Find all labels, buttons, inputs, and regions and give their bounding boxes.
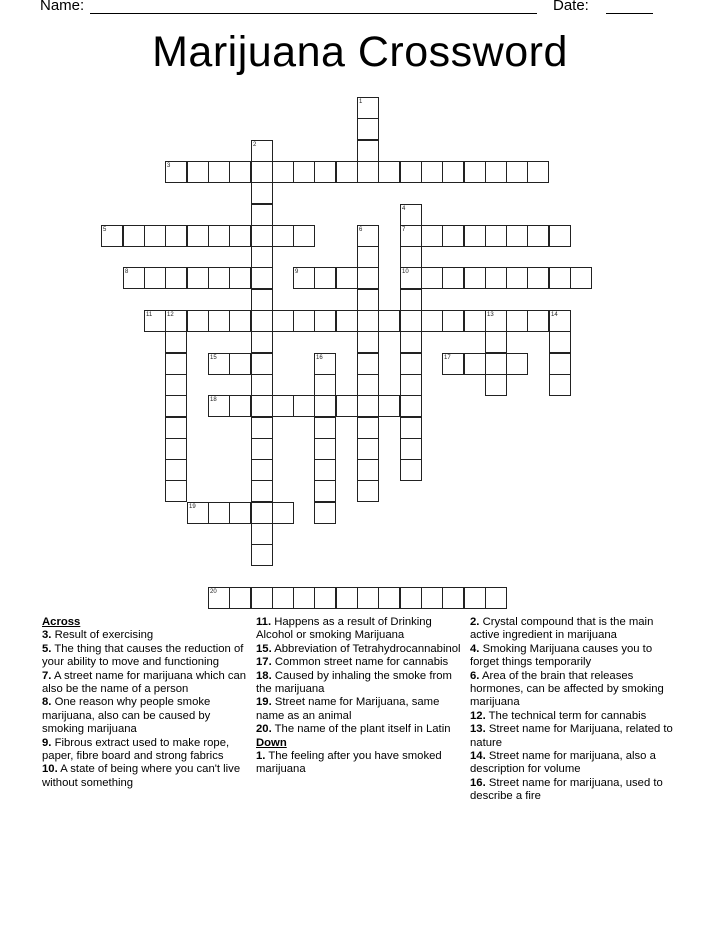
clue-number: 5 [103, 227, 107, 233]
clue-item-text: Street name for marijuana, used to describe a fire [470, 776, 663, 803]
grid-cell[interactable] [272, 395, 294, 417]
grid-cell[interactable] [251, 182, 273, 204]
clue-number: 1 [359, 99, 363, 105]
grid-cell[interactable] [485, 374, 507, 396]
clue-item-text: Smoking Marijuana causes you to forget things temporarily [470, 642, 653, 669]
clue-item-number: 9. [42, 736, 52, 749]
grid-cell[interactable] [144, 225, 166, 247]
clue-item-text: Caused by inhaling the smoke from the marijuana [256, 669, 452, 696]
grid-cell[interactable] [506, 353, 528, 375]
grid-cell[interactable] [251, 161, 273, 183]
grid-cell[interactable] [251, 267, 273, 289]
clue-number: 16 [316, 355, 323, 361]
grid-cell[interactable] [251, 587, 273, 609]
grid-cell[interactable] [229, 353, 251, 375]
grid-cell[interactable] [549, 267, 571, 289]
grid-cell[interactable] [464, 310, 486, 332]
grid-cell[interactable] [229, 395, 251, 417]
grid-cell[interactable] [400, 310, 422, 332]
clue-number: 11 [146, 312, 153, 318]
grid-cell[interactable] [314, 587, 336, 609]
grid-cell[interactable] [314, 480, 336, 502]
grid-cell[interactable] [485, 267, 507, 289]
clue-column-3 [470, 616, 680, 804]
grid-cell[interactable] [357, 161, 379, 183]
grid-cell[interactable] [357, 289, 379, 311]
grid-cell[interactable] [251, 523, 273, 545]
grid-cell[interactable] [336, 267, 358, 289]
clue-item-number: 12. [470, 709, 486, 722]
across-heading: Across [42, 616, 81, 628]
grid-cell[interactable] [272, 225, 294, 247]
clue-item [256, 616, 464, 643]
clue-item-text: Fibrous extract used to make rope, paper, fibre board and strong fabrics [42, 736, 230, 763]
grid-cell[interactable] [421, 161, 443, 183]
clue-item [256, 643, 464, 656]
grid-cell[interactable] [251, 289, 273, 311]
grid-cell[interactable] [464, 225, 486, 247]
grid-cell[interactable] [165, 374, 187, 396]
clue-item [470, 710, 680, 723]
grid-cell[interactable] [165, 480, 187, 502]
grid-cell[interactable] [165, 417, 187, 439]
grid-cell[interactable] [506, 267, 528, 289]
clue-item [256, 696, 464, 723]
grid-cell[interactable] [442, 161, 464, 183]
grid-cell[interactable] [485, 225, 507, 247]
clue-item-text: Happens as a result of Drinking Alcohol or smoking Marijuana [256, 616, 432, 642]
grid-cell[interactable] [570, 267, 592, 289]
grid-cell[interactable] [208, 161, 230, 183]
grid-cell[interactable] [485, 161, 507, 183]
clue-item-text: One reason why people smoke marijuana, also can be caused by smoking marijuana [42, 696, 211, 736]
clue-item [256, 750, 464, 777]
clue-item-text: Street name for Marijuana, same name as an animal [256, 696, 440, 722]
grid-cell[interactable] [421, 267, 443, 289]
grid-cell[interactable] [208, 502, 230, 524]
clue-item-text: A street name for marijuana which can also be the name of a person [42, 669, 247, 696]
grid-cell[interactable] [400, 395, 422, 417]
grid-cell[interactable] [123, 225, 145, 247]
grid-cell[interactable] [314, 459, 336, 481]
grid-cell[interactable] [251, 502, 273, 524]
grid-cell[interactable] [400, 246, 422, 268]
grid-cell[interactable] [549, 353, 571, 375]
clue-number: 15 [210, 355, 217, 361]
grid-cell[interactable] [421, 225, 443, 247]
grid-cell[interactable] [485, 331, 507, 353]
grid-cell[interactable] [400, 289, 422, 311]
grid-cell[interactable] [229, 161, 251, 183]
clue-item-number: 10. [42, 763, 58, 776]
grid-cell[interactable] [378, 310, 400, 332]
clue-item-number: 6. [470, 669, 480, 682]
clue-number: 9 [295, 269, 299, 275]
grid-cell[interactable] [293, 161, 315, 183]
grid-cell[interactable] [144, 267, 166, 289]
grid-cell[interactable] [400, 587, 422, 609]
clue-item-number: 13. [470, 723, 486, 736]
grid-cell[interactable] [506, 161, 528, 183]
grid-cell[interactable] [357, 438, 379, 460]
grid-cell[interactable] [506, 225, 528, 247]
grid-cell[interactable] [400, 459, 422, 481]
grid-cell[interactable] [357, 417, 379, 439]
clue-item [42, 643, 254, 670]
grid-cell[interactable] [272, 502, 294, 524]
grid-cell[interactable] [293, 395, 315, 417]
date-label: Date: [553, 0, 589, 14]
clue-number: 13 [487, 312, 494, 318]
clue-item [470, 750, 680, 777]
clue-number: 14 [551, 312, 558, 318]
clue-item [256, 656, 464, 669]
grid-cell[interactable] [336, 587, 358, 609]
grid-cell[interactable] [165, 331, 187, 353]
grid-cell[interactable] [442, 267, 464, 289]
page-title: Marijuana Crossword [152, 28, 568, 76]
grid-cell[interactable] [357, 587, 379, 609]
clue-item [42, 670, 254, 697]
grid-cell[interactable] [314, 161, 336, 183]
clue-item-text: Street name for Marijuana, related to nature [470, 723, 673, 749]
grid-cell[interactable] [272, 310, 294, 332]
grid-cell[interactable] [251, 246, 273, 268]
grid-cell[interactable] [251, 395, 273, 417]
grid-cell[interactable] [485, 353, 507, 375]
grid-cell[interactable] [549, 374, 571, 396]
grid-cell[interactable] [357, 118, 379, 140]
clue-number: 17 [444, 355, 451, 361]
grid-cell[interactable] [293, 225, 315, 247]
clue-item-text: Area of the brain that releases hormones, can be affected by smoking marijuana [470, 669, 664, 709]
grid-cell[interactable] [527, 267, 549, 289]
grid-cell[interactable] [400, 417, 422, 439]
grid-cell[interactable] [442, 225, 464, 247]
grid-cell[interactable] [208, 310, 230, 332]
clue-item-number: 4. [470, 642, 480, 655]
grid-cell[interactable] [314, 438, 336, 460]
grid-cell[interactable] [378, 587, 400, 609]
grid-cell[interactable] [165, 438, 187, 460]
clue-item [470, 723, 680, 750]
clue-item-number: 18. [256, 669, 272, 682]
grid-cell[interactable] [187, 225, 209, 247]
clue-item-number: 16. [470, 776, 486, 789]
grid-cell[interactable] [187, 310, 209, 332]
clue-number: 2 [253, 142, 257, 148]
clue-item [470, 643, 680, 670]
grid-cell[interactable] [527, 225, 549, 247]
grid-cell[interactable] [165, 353, 187, 375]
clue-item [470, 777, 680, 804]
grid-cell[interactable] [229, 267, 251, 289]
name-label: Name: [40, 0, 85, 14]
clue-number: 19 [189, 504, 196, 510]
grid-cell[interactable] [314, 395, 336, 417]
grid-cell[interactable] [357, 267, 379, 289]
grid-cell[interactable] [400, 438, 422, 460]
clue-item-number: 19. [256, 696, 272, 709]
grid-cell[interactable] [464, 353, 486, 375]
grid-cell[interactable] [464, 587, 486, 609]
clue-item-number: 15. [256, 642, 272, 655]
clue-item-text: The technical term for cannabis [488, 709, 647, 722]
grid-cell[interactable] [208, 225, 230, 247]
grid-cell[interactable] [549, 331, 571, 353]
clue-item [42, 629, 254, 642]
grid-cell[interactable] [165, 267, 187, 289]
grid-cell[interactable] [442, 310, 464, 332]
grid-cell[interactable] [251, 225, 273, 247]
grid-cell[interactable] [421, 310, 443, 332]
clue-item [256, 670, 464, 697]
clue-number: 12 [167, 312, 174, 318]
grid-cell[interactable] [165, 459, 187, 481]
clue-number: 20 [210, 589, 217, 595]
clue-item-number: 5. [42, 642, 52, 655]
clue-item [42, 737, 254, 764]
clue-item [256, 723, 464, 736]
grid-cell[interactable] [251, 417, 273, 439]
clue-item-number: 17. [256, 656, 272, 669]
clue-item-number: 8. [42, 696, 52, 709]
grid-cell[interactable] [251, 480, 273, 502]
grid-cell[interactable] [464, 267, 486, 289]
grid-cell[interactable] [251, 374, 273, 396]
grid-cell[interactable] [506, 310, 528, 332]
grid-cell[interactable] [251, 331, 273, 353]
grid-cell[interactable] [421, 587, 443, 609]
grid-cell[interactable] [293, 310, 315, 332]
clue-item-number: 2. [470, 616, 480, 628]
grid-cell[interactable] [229, 502, 251, 524]
grid-cell[interactable] [400, 161, 422, 183]
clue-item [470, 670, 680, 710]
clue-column-1 [42, 616, 254, 790]
grid-cell[interactable] [314, 502, 336, 524]
clue-column-2 [256, 616, 464, 777]
grid-cell[interactable] [187, 161, 209, 183]
grid-cell[interactable] [251, 438, 273, 460]
grid-cell[interactable] [357, 374, 379, 396]
grid-cell[interactable] [400, 374, 422, 396]
grid-cell[interactable] [357, 246, 379, 268]
grid-cell[interactable] [314, 374, 336, 396]
grid-cell[interactable] [464, 161, 486, 183]
grid-cell[interactable] [314, 417, 336, 439]
clue-number: 6 [359, 227, 363, 233]
clue-item-number: 11. [256, 616, 272, 628]
grid-cell[interactable] [272, 587, 294, 609]
grid-cell[interactable] [251, 544, 273, 566]
clue-item-text: The name of the plant itself in Latin [274, 723, 451, 736]
grid-cell[interactable] [357, 310, 379, 332]
clue-number: 3 [167, 163, 171, 169]
grid-cell[interactable] [208, 267, 230, 289]
grid-cell[interactable] [165, 395, 187, 417]
grid-cell[interactable] [527, 310, 549, 332]
grid-cell[interactable] [251, 459, 273, 481]
grid-cell[interactable] [165, 225, 187, 247]
clue-item-text: A state of being where you can't live without something [42, 763, 241, 789]
clue-item-text: Abbreviation of Tetrahydrocannabinol [274, 642, 461, 655]
grid-cell[interactable] [527, 161, 549, 183]
clue-item-text: Common street name for cannabis [274, 656, 449, 669]
clue-item-number: 7. [42, 669, 52, 682]
grid-cell[interactable] [357, 353, 379, 375]
clue-item [42, 696, 254, 736]
clue-item-number: 1. [256, 750, 266, 763]
clue-number: 4 [402, 206, 406, 212]
grid-cell[interactable] [357, 459, 379, 481]
grid-cell[interactable] [400, 331, 422, 353]
grid-cell[interactable] [187, 267, 209, 289]
grid-cell[interactable] [400, 353, 422, 375]
grid-cell[interactable] [485, 587, 507, 609]
clue-item-text: The feeling after you have smoked marijuana [256, 750, 442, 776]
grid-cell[interactable] [549, 225, 571, 247]
grid-cell[interactable] [229, 310, 251, 332]
grid-cell[interactable] [357, 395, 379, 417]
grid-cell[interactable] [378, 161, 400, 183]
grid-cell[interactable] [336, 161, 358, 183]
grid-cell[interactable] [357, 140, 379, 162]
down-heading: Down [256, 736, 287, 749]
grid-cell[interactable] [357, 480, 379, 502]
grid-cell[interactable] [378, 395, 400, 417]
grid-cell[interactable] [229, 225, 251, 247]
grid-cell[interactable] [272, 161, 294, 183]
clue-number: 8 [125, 269, 129, 275]
grid-cell[interactable] [314, 267, 336, 289]
clue-item-text: Street name for marijuana, also a description for volume [470, 750, 656, 776]
clue-number: 10 [402, 269, 409, 275]
grid-cell[interactable] [336, 310, 358, 332]
grid-cell[interactable] [293, 587, 315, 609]
grid-cell[interactable] [357, 331, 379, 353]
grid-cell[interactable] [336, 395, 358, 417]
grid-cell[interactable] [251, 353, 273, 375]
clue-item-number: 14. [470, 750, 486, 763]
grid-cell[interactable] [229, 587, 251, 609]
clue-item-text: Result of exercising [54, 629, 154, 642]
clue-number: 18 [210, 397, 217, 403]
grid-cell[interactable] [442, 587, 464, 609]
clue-item-text: The thing that causes the reduction of your ability to move and functioning [42, 642, 244, 669]
grid-cell[interactable] [251, 310, 273, 332]
clue-item [470, 616, 680, 643]
clue-item-text: Crystal compound that is the main active ingredient in marijuana [470, 616, 654, 642]
clue-item [42, 763, 254, 790]
clue-item-number: 20. [256, 723, 272, 736]
clue-number: 7 [402, 227, 406, 233]
clue-item-number: 3. [42, 629, 52, 642]
grid-cell[interactable] [314, 310, 336, 332]
grid-cell[interactable] [251, 204, 273, 226]
